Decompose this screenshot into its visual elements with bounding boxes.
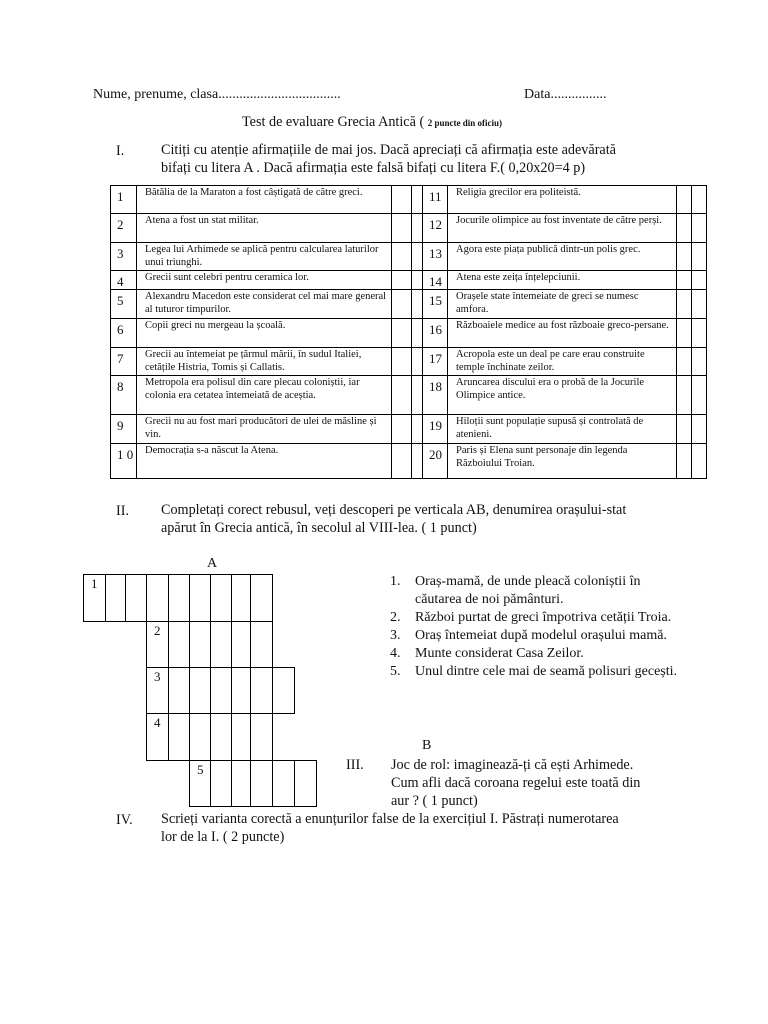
statement-number: 13 (423, 243, 448, 271)
answer-box-f[interactable] (412, 290, 423, 319)
crossword-cell[interactable] (231, 760, 251, 807)
statement-text: Grecii au întemeiat pe țărmul mării, în sudul Italiei, cetățile Histria, Tomis și Callatis. (137, 348, 392, 376)
table-row (111, 243, 707, 271)
statement-text: Atena a fost un stat militar. (137, 214, 392, 243)
answer-box-a[interactable] (677, 214, 692, 243)
answer-box-a[interactable] (677, 348, 692, 376)
crossword-cell[interactable] (189, 574, 211, 622)
answer-box-f[interactable] (412, 214, 423, 243)
answer-box-a[interactable] (677, 271, 692, 290)
answer-box-a[interactable] (392, 444, 412, 479)
page-title (242, 114, 502, 131)
statement-text: Metropola era polisul din care plecau coloniștii, iar colonia era cetatea întemeiată de aceștia. (137, 376, 392, 415)
crossword-cell[interactable] (125, 574, 147, 622)
crossword-cell[interactable] (231, 667, 251, 714)
crossword-clue (386, 645, 686, 663)
statement-number: 4 (111, 271, 137, 290)
table-row (111, 186, 707, 214)
statement-text: Alexandru Macedon este considerat cel mai mare general al tuturor timpurilor. (137, 290, 392, 319)
answer-box-f[interactable] (692, 290, 707, 319)
statement-number: 3 (111, 243, 137, 271)
crossword-cell[interactable] (231, 621, 251, 668)
crossword-row-number: 5 (197, 762, 204, 777)
answer-box-a[interactable] (392, 319, 412, 348)
answer-box-a[interactable] (392, 214, 412, 243)
answer-box-f[interactable] (692, 415, 707, 444)
section-3-line-2: Cum afli dacă coroana regelui este toată din (391, 775, 641, 791)
crossword-clue (386, 663, 686, 681)
crossword-clue (386, 609, 686, 627)
statement-text: Legea lui Arhimede se aplică pentru calcularea laturilor unui triunghi. (137, 243, 392, 271)
section-2-instructions (161, 501, 681, 537)
clue-number: 4. (390, 646, 401, 661)
section-1-line-1: Citiți cu atenție afirmațiile de mai jos. Dacă apreciați că afirmația este adevărată (161, 142, 616, 158)
section-3-number: III. (346, 757, 364, 773)
crossword-row-number: 2 (154, 623, 161, 638)
answer-box-a[interactable] (677, 319, 692, 348)
section-4-number: IV. (116, 812, 133, 828)
date-field[interactable] (524, 87, 606, 103)
section-2-line-1: Completați corect rebusul, veți descoperi pe verticala AB, denumirea orașului-stat (161, 502, 627, 518)
crossword-cell[interactable] (231, 574, 251, 622)
table-row (111, 271, 707, 290)
crossword-row-number: 4 (154, 715, 161, 730)
answer-box-a[interactable] (677, 186, 692, 214)
statement-text: Hiloții sunt populație supusă și controlată de atenieni. (448, 415, 677, 444)
section-4-line-2: lor de la I. ( 2 puncte) (161, 829, 285, 845)
answer-box-f[interactable] (412, 319, 423, 348)
section-2-line-2: apărut în Grecia antică, în secolul al VIII-lea. ( 1 punct) (161, 520, 477, 536)
statement-number: 6 (111, 319, 137, 348)
statement-text: Acropola este un deal pe care erau construite temple închinate zeilor. (448, 348, 677, 376)
clue-text: Război purtat de greci împotriva cetății Troia. (415, 610, 672, 625)
answer-box-f[interactable] (692, 243, 707, 271)
crossword-clue (386, 573, 686, 609)
answer-box-f[interactable] (692, 214, 707, 243)
statement-number: 1 (111, 186, 137, 214)
statement-text: Agora este piața publică dintr-un polis grec. (448, 243, 677, 271)
statement-number: 16 (423, 319, 448, 348)
title-main: Test de evaluare Grecia Antică ( (242, 114, 425, 130)
statement-number: 20 (423, 444, 448, 479)
clue-text: Oraș întemeiat după modelul orașului mamă. (415, 628, 667, 643)
statement-text: Războaiele medice au fost războaie greco-persane. (448, 319, 677, 348)
clue-number: 1. (390, 574, 401, 589)
answer-box-a[interactable] (392, 415, 412, 444)
answer-box-f[interactable] (412, 271, 423, 290)
table-row (111, 290, 707, 319)
statement-text: Bătălia de la Maraton a fost câștigată de către greci. (137, 186, 392, 214)
statement-text: Grecii nu au fost mari producători de ulei de măsline și vin. (137, 415, 392, 444)
answer-box-a[interactable] (392, 290, 412, 319)
statement-text: Paris și Elena sunt personaje din legenda Războiului Troian. (448, 444, 677, 479)
statement-number: 18 (423, 376, 448, 415)
date-dots: ................ (550, 87, 607, 102)
statement-text: Jocurile olimpice au fost inventate de către perși. (448, 214, 677, 243)
crossword-cell[interactable] (168, 713, 190, 761)
statement-number: 8 (111, 376, 137, 415)
crossword-clue (386, 627, 686, 645)
statement-number: 12 (423, 214, 448, 243)
section-3-text (391, 756, 681, 810)
crossword-cell[interactable] (210, 574, 232, 622)
answer-box-f[interactable] (692, 376, 707, 415)
name-field[interactable] (93, 87, 341, 103)
crossword-cell[interactable] (146, 574, 169, 622)
answer-box-f[interactable] (692, 319, 707, 348)
crossword-cell[interactable] (210, 667, 232, 714)
crossword-cell[interactable] (250, 574, 273, 622)
answer-box-a[interactable] (392, 348, 412, 376)
answer-box-f[interactable] (412, 376, 423, 415)
clue-text: Oraș-mamă, de unde pleacă coloniștii în căutarea de noi pământuri. (415, 574, 641, 607)
table-row (111, 348, 707, 376)
statement-number: 7 (111, 348, 137, 376)
answer-box-a[interactable] (392, 243, 412, 271)
answer-box-f[interactable] (412, 243, 423, 271)
answer-box-a[interactable] (392, 376, 412, 415)
answer-box-a[interactable] (677, 415, 692, 444)
section-3-line-3: aur ? ( 1 punct) (391, 793, 478, 809)
answer-box-a[interactable] (677, 444, 692, 479)
answer-box-a[interactable] (677, 290, 692, 319)
table-row (111, 214, 707, 243)
statement-number: 19 (423, 415, 448, 444)
crossword-cell[interactable] (105, 574, 126, 622)
crossword-cell[interactable] (189, 713, 211, 761)
clue-text: Munte considerat Casa Zeilor. (415, 646, 584, 661)
true-false-table (110, 185, 707, 479)
crossword-cell[interactable] (168, 574, 190, 622)
answer-box-a[interactable] (677, 376, 692, 415)
answer-box-f[interactable] (692, 348, 707, 376)
crossword-cell[interactable] (210, 621, 232, 668)
crossword-cell[interactable] (168, 667, 190, 714)
statement-number: 5 (111, 290, 137, 319)
answer-box-f[interactable] (692, 271, 707, 290)
statement-text: Aruncarea discului era o probă de la Jocurile Olimpice antice. (448, 376, 677, 415)
crossword-cell[interactable] (231, 713, 251, 761)
crossword-label-b: B (422, 738, 432, 753)
statement-number: 17 (423, 348, 448, 376)
crossword-cell[interactable] (250, 667, 273, 714)
statement-text: Copii greci nu mergeau la școală. (137, 319, 392, 348)
crossword-cell[interactable] (272, 667, 295, 714)
section-2-number: II. (116, 503, 129, 519)
clue-number: 5. (390, 664, 401, 679)
crossword-row-number: 3 (154, 669, 161, 684)
section-1-number: I. (116, 143, 125, 159)
table-row (111, 376, 707, 415)
crossword-cell[interactable] (250, 621, 273, 668)
table-row (111, 444, 707, 479)
crossword-cell[interactable] (189, 667, 211, 714)
statement-text: Grecii sunt celebri pentru ceramica lor. (137, 271, 392, 290)
crossword-cell[interactable] (250, 713, 273, 761)
section-1-instructions (161, 141, 681, 177)
crossword-cell[interactable] (250, 760, 273, 807)
crossword-cell[interactable] (168, 621, 190, 668)
section-1-line-2: bifați cu litera A . Dacă afirmația este falsă bifați cu litera F.( 0,20x20=4 p) (161, 160, 586, 176)
title-note: 2 puncte din oficiu) (427, 118, 502, 128)
date-label: Data (524, 87, 551, 102)
statement-number: 2 (111, 214, 137, 243)
crossword-cell[interactable] (189, 621, 211, 668)
clue-number: 2. (390, 610, 401, 625)
statement-number: 9 (111, 415, 137, 444)
statement-number: 15 (423, 290, 448, 319)
table-row (111, 319, 707, 348)
answer-box-f[interactable] (412, 415, 423, 444)
answer-box-a[interactable] (392, 186, 412, 214)
clue-number: 3. (390, 628, 401, 643)
statement-text: Atena este zeița înțelepciunii. (448, 271, 677, 290)
statement-text: Democrația s-a născut la Atena. (137, 444, 392, 479)
crossword-row-number: 1 (91, 576, 98, 591)
crossword-cell[interactable] (210, 713, 232, 761)
name-dots: ................................... (218, 87, 341, 102)
statement-number: 14 (423, 271, 448, 290)
name-label: Nume, prenume, clasa (93, 87, 219, 102)
section-4-line-1: Scrieți varianta corectă a enunțurilor false de la exercițiul I. Păstrați numerotarea (161, 811, 619, 827)
section-4-text (161, 810, 681, 846)
answer-box-f[interactable] (412, 444, 423, 479)
statement-number: 11 (423, 186, 448, 214)
statement-text: Orașele state întemeiate de greci se numesc amfora. (448, 290, 677, 319)
crossword-label-a: A (207, 556, 218, 571)
section-3-line-1: Joc de rol: imaginează-ți că ești Arhimede. (391, 757, 634, 773)
answer-box-f[interactable] (692, 444, 707, 479)
answer-box-f[interactable] (412, 348, 423, 376)
crossword-cell[interactable] (272, 760, 295, 807)
answer-box-a[interactable] (392, 271, 412, 290)
answer-box-a[interactable] (677, 243, 692, 271)
statement-text: Religia grecilor era politeistă. (448, 186, 677, 214)
crossword-cell[interactable] (210, 760, 232, 807)
statement-number: 1 0 (111, 444, 137, 479)
table-row (111, 415, 707, 444)
crossword-clues (386, 573, 686, 681)
crossword-cell[interactable] (294, 760, 317, 807)
answer-box-f[interactable] (412, 186, 423, 214)
clue-text: Unul dintre cele mai de seamă polisuri gecești. (415, 664, 678, 679)
answer-box-f[interactable] (692, 186, 707, 214)
